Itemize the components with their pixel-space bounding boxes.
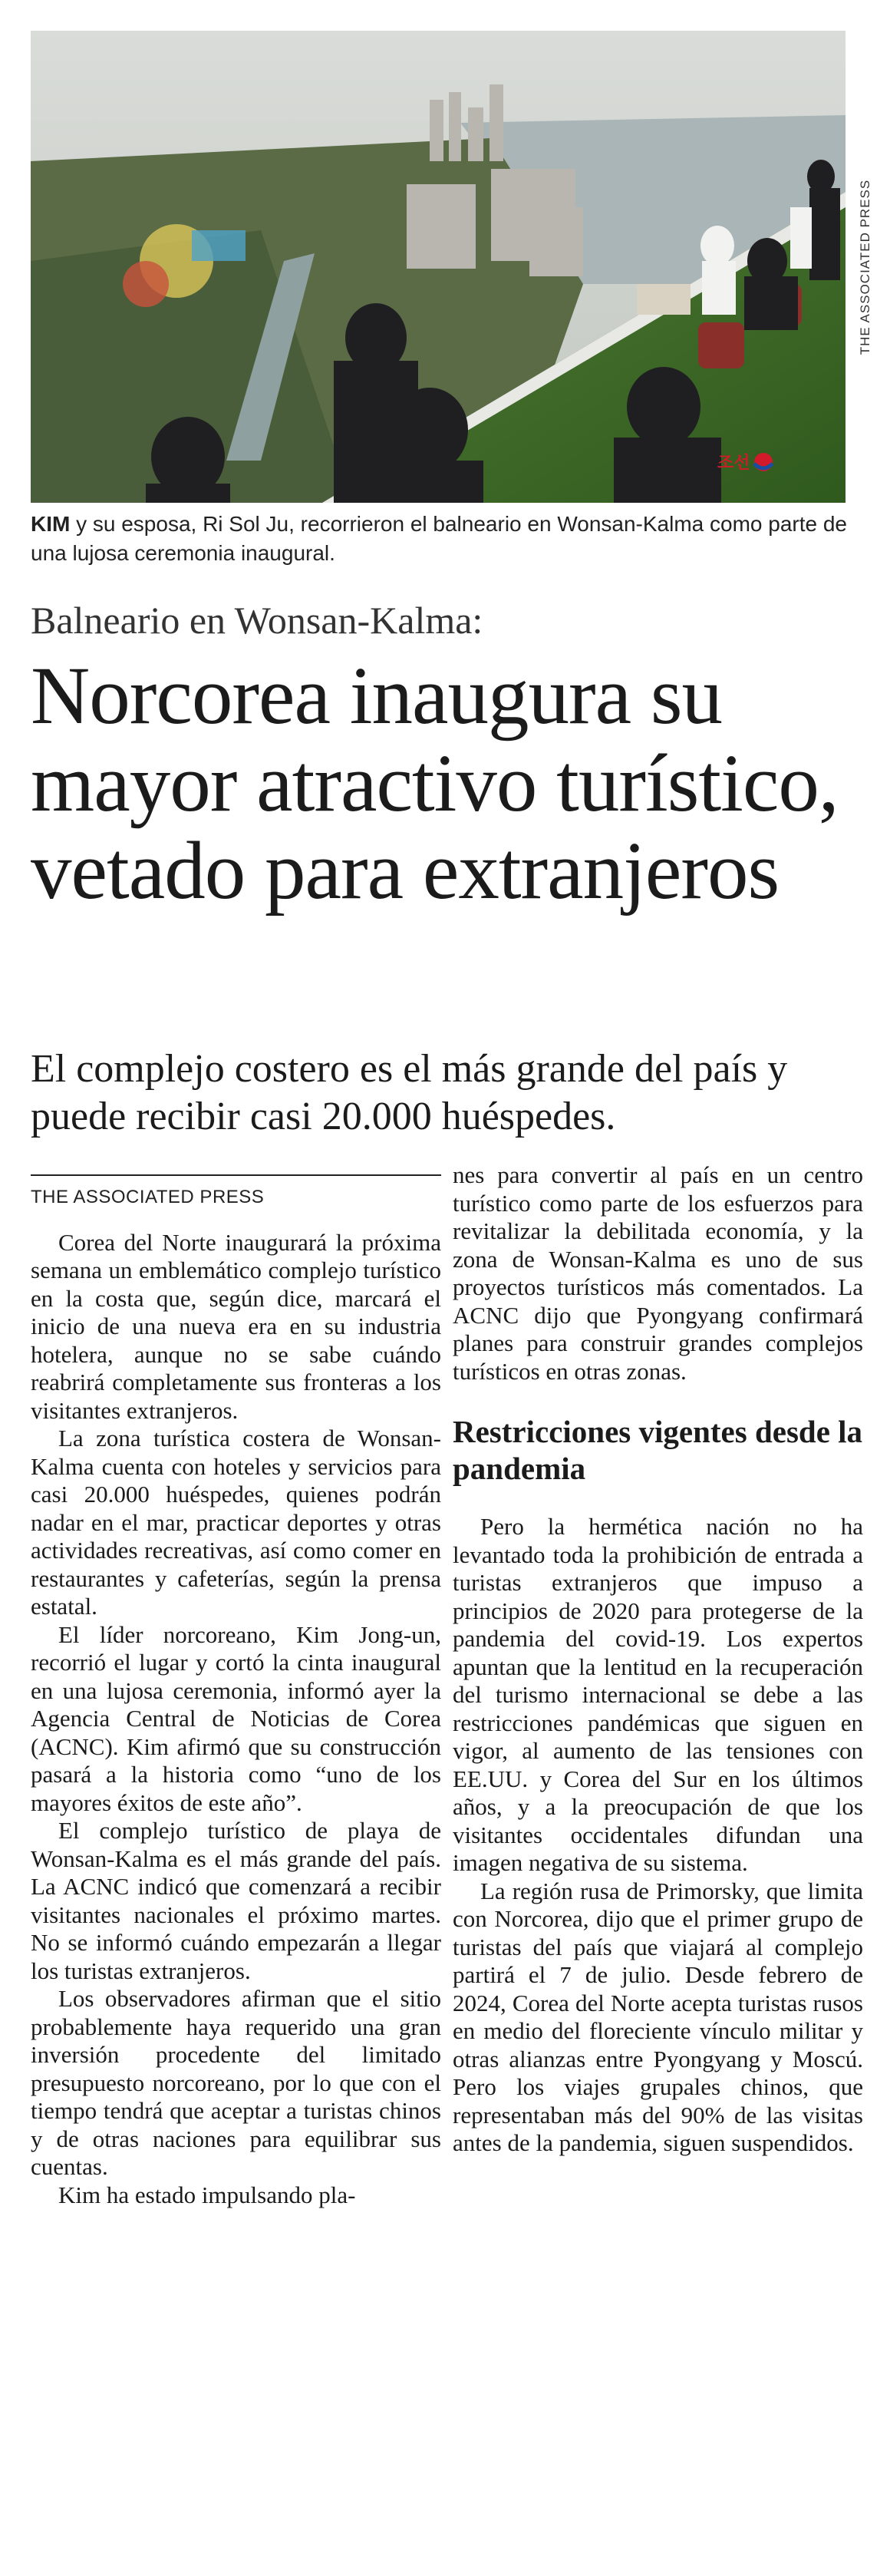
- photo-caption: [31, 510, 867, 568]
- paragraph: El líder norcoreano, Kim Jong-un, recorrió el lugar y cortó la cinta inaugural en una lujosa ceremonia, informó ayer la Agencia Central de Noticias de Corea (ACNC). Kim afirmó que su construcción pasará a la historia como “uno de los mayores éxitos de este año”.: [31, 1620, 441, 1816]
- photo-credit-text: THE ASSOCIATED PRESS: [858, 179, 872, 355]
- paragraph: El complejo turístico de playa de Wonsan-Kalma es el más grande del país. La ACNC indicó que comenzará a recibir visitantes nacionales el próximo martes. No se informó cuándo empezarán a llegar los turistas extranjeros.: [31, 1817, 441, 1984]
- subheadline: El complejo costero es el más grande del país y puede recibir casi 20.000 huéspedes.: [31, 1047, 788, 1138]
- svg-text:조선: 조선: [717, 454, 750, 473]
- article-column-left: [31, 1174, 441, 2209]
- paragraph: Los observadores afirman que el sitio probablemente haya requerido una gran inversión procedente del limitado presupuesto norcoreano, por lo que con el tiempo tendrá que aceptar a turistas chinos y de otras naciones para equilibrar sus cuentas.: [31, 1985, 441, 2180]
- photo-credit: [856, 31, 875, 503]
- paragraph: Corea del Norte inaugurará la próxima semana un emblemático complejo turístico en la costa que, según dice, marcará el inicio de una nueva era en su industria hotelera, aunque no se sabe cuándo reabrirá completamente sus fronteras a los visitantes extranjeros.: [31, 1228, 441, 1424]
- paragraph: Kim ha estado impulsando pla-: [58, 2181, 356, 2208]
- caption-lead: KIM: [31, 512, 71, 536]
- section-subtitle: Restricciones vigentes desde la pandemia: [453, 1414, 863, 1486]
- resort-rooftop-photo: [31, 31, 846, 503]
- photo-illustration: [31, 31, 846, 503]
- kicker: Balneario en Wonsan-Kalma:: [31, 599, 483, 642]
- headline: Norcorea inaugura su mayor atractivo turístico, vetado para extranjeros: [31, 651, 839, 916]
- paragraph-continued: nes para convertir al país en un centro turístico como parte de los esfuerzos para revitalizar la debilitada economía, y la zona de Wonsan-Kalma es uno de sus proyectos turísticos más comentados. La ACNC dijo que Pyongyang confirmará planes para construir grandes complejos turísticos en otras zonas.: [453, 1161, 863, 1385]
- byline-rule: [31, 1174, 441, 1212]
- article-column-right: [453, 1161, 863, 2158]
- caption-text: y su esposa, Ri Sol Ju, recorrieron el balneario en Wonsan-Kalma como parte de una lujosa ceremonia inaugural.: [31, 512, 847, 565]
- paragraph: La región rusa de Primorsky, que limita con Norcorea, dijo que el primer grupo de turistas del país que viajará al complejo partirá el 7 de julio. Desde febrero de 2024, Corea del Norte acepta turistas rusos en medio del floreciente vínculo militar y otras alianzas entre Pyongyang y Moscú. Pero los viajes grupales chinos, que representaban más del 90% de las visitas antes de la pandemia, siguen suspendidos.: [453, 1877, 863, 2156]
- paragraph: Pero la hermética nación no ha levantado toda la prohibición de entrada a turistas extranjeros que impuso a principios de 2020 para protegerse de la pandemia del covid-19. Los expertos apuntan que la lentitud en la recuperación del turismo internacional se debe a las restricciones pandémicas que siguen en vigor, al aumento de las tensiones con EE.UU. y Corea del Sur en los últimos años, y a la preocupación de que los visitantes occidentales difundan una imagen negativa de su sistema.: [453, 1513, 863, 1876]
- byline: THE ASSOCIATED PRESS: [31, 1187, 265, 1207]
- paragraph: La zona turística costera de Wonsan-Kalma cuenta con hoteles y servicios para casi 20.000 huéspedes, quienes podrán nadar en el mar, practicar deportes y otras actividades recreativas, así como comer en restaurantes y cafeterías, según la prensa estatal.: [31, 1425, 441, 1620]
